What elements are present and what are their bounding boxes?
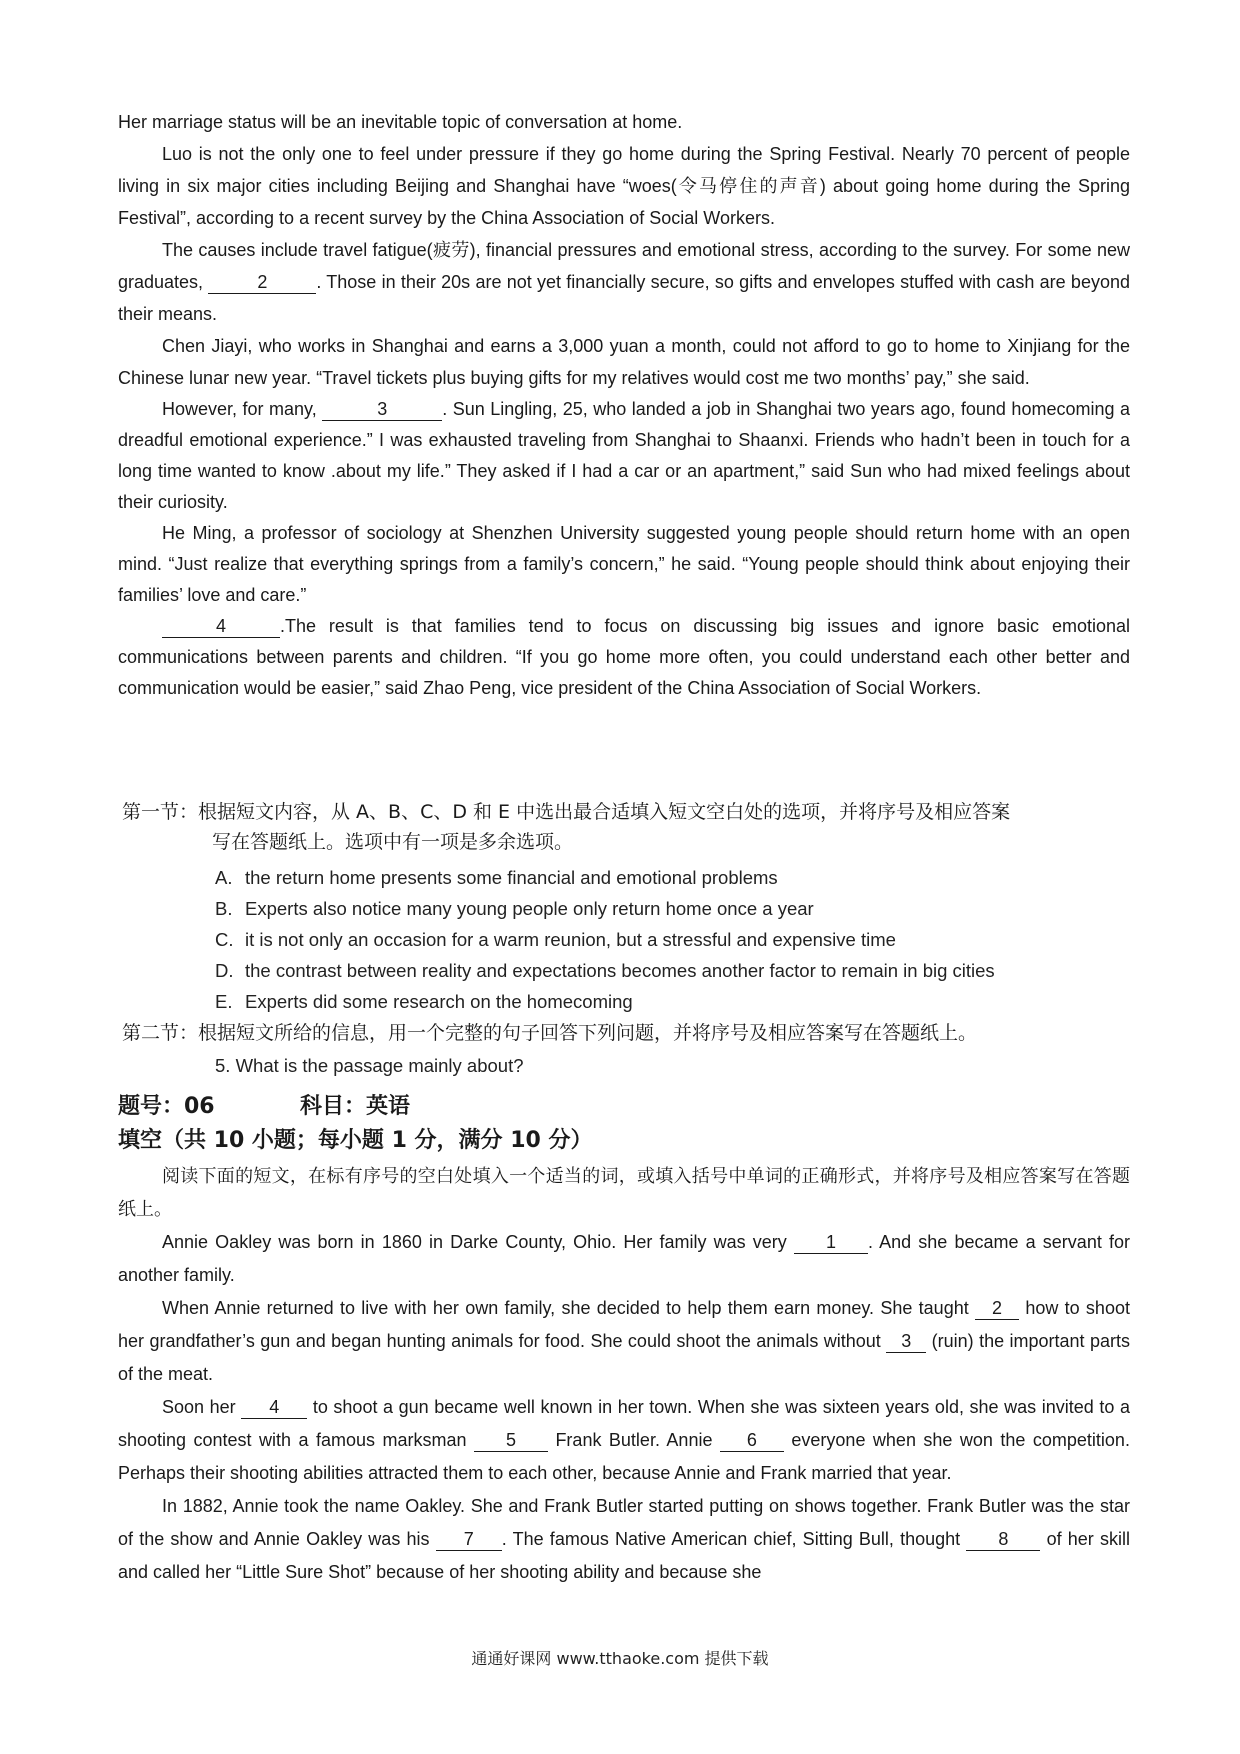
option-letter: B.	[215, 898, 233, 919]
passage-b	[118, 1160, 1130, 1589]
option-letter: C.	[215, 929, 234, 950]
text-run: Annie Oakley was born in 1860 in Darke County, Ohio. Her family was very	[162, 1232, 787, 1252]
text-run: everyone when she won the competition. Perhaps their shooting abilities attracted them to each other, because Annie and Frank married that year.	[118, 1430, 1130, 1483]
text-run: . And she became a servant for another family.	[118, 1232, 1130, 1285]
section-title: 填空（共 10 小题；每小题 1 分，满分 10 分）	[118, 1128, 593, 1153]
option-a	[215, 863, 778, 893]
text-run: . The famous Native American chief, Sitting Bull, thought	[501, 1529, 961, 1549]
paragraph	[118, 1226, 1130, 1292]
cn-instruction: 阅读下面的短文，在标有序号的空白处填入一个适当的词，或填入括号中单词的正确形式，并将序号及相应答案写在答题纸上。	[118, 1166, 1130, 1220]
answer-blank: 4	[162, 615, 280, 638]
text-run: .The result is that families tend to focus on discussing big issues and ignore basic emotional communications between parents and children. “If you go home more often, you could understand each other better and communication would be easier,” said Zhao Peng, vice president of the China Association of Social Workers.	[118, 616, 1130, 698]
option-e	[215, 987, 633, 1017]
answer-blank: 3	[886, 1330, 926, 1353]
paragraph: Luo is not the only one to feel under pressure if they go home during the Spring Festival. Nearly 70 percent of people living in six major cities including Beijing and Shanghai have “woes(令马停住的声音) about going home during the Spring Festival”, according to a recent survey by the China Association of Social Workers.	[118, 144, 1130, 228]
answer-blank: 1	[794, 1231, 868, 1254]
text-run: Frank Butler. Annie	[555, 1430, 713, 1450]
answer-blank: 4	[241, 1396, 307, 1419]
subject-label: 科目：英语	[299, 1094, 410, 1119]
option-letter: D.	[215, 960, 234, 981]
text-run: to shoot a gun became well known in her town. When she was sixteen years old, she was invited to a shooting contest with a famous marksman	[118, 1397, 1130, 1450]
text-run: Soon her	[162, 1397, 236, 1417]
option-letter: A.	[215, 867, 233, 888]
option-letter: E.	[215, 991, 233, 1012]
answer-blank: 6	[720, 1429, 784, 1452]
option-text: Experts also notice many young people only return home once a year	[245, 898, 814, 919]
text-run: . Those in their 20s are not yet financially secure, so gifts and envelopes stuffed with cash are beyond their means.	[118, 272, 1130, 324]
text-run: In 1882, Annie took the name Oakley. She and Frank Butler started putting on shows together. Frank Butler was the star of the show and Annie Oakley was his	[118, 1496, 1130, 1549]
paragraph	[118, 1490, 1130, 1589]
paragraph	[118, 611, 1130, 704]
section2-instruction: 第二节：根据短文所给的信息，用一个完整的句子回答下列问题，并将序号及相应答案写在答题纸上。	[122, 1022, 978, 1044]
passage-a	[118, 106, 1130, 704]
answer-blank: 3	[322, 398, 442, 421]
option-c	[215, 925, 896, 955]
text-run: . Sun Lingling, 25, who landed a job in Shanghai two years ago, found homecoming a dreadful emotional experience.” I was exhausted traveling from Shanghai to Shaanxi. Friends who hadn’t been in touch for a long time wanted to know .about my life.” They asked if I had a car or an apartment,” said Sun who had mixed feelings about their curiosity.	[118, 399, 1130, 512]
answer-blank: 2	[975, 1297, 1019, 1320]
paragraph	[118, 234, 1130, 330]
paragraph: He Ming, a professor of sociology at Shenzhen University suggested young people should return home with an open mind. “Just realize that everything springs from a family’s concern,” he said. “Young people should think about enjoying their families’ love and care.”	[118, 523, 1130, 605]
paragraph: Chen Jiayi, who works in Shanghai and earns a 3,000 yuan a month, could not afford to go to home to Xinjiang for the Chinese lunar new year. “Travel tickets plus buying gifts for my relatives would cost me two months’ pay,” she said.	[118, 336, 1130, 388]
text-run: The causes include travel fatigue(疲劳), financial pressures and emotional stress, according to the survey. For some new graduates,	[118, 240, 1130, 292]
answer-blank: 2	[208, 271, 316, 294]
text-run: However, for many,	[162, 399, 317, 419]
option-text: the return home presents some financial and emotional problems	[245, 867, 778, 888]
text-run: of her skill and called her “Little Sure Shot” because of her shooting ability and because she	[118, 1529, 1130, 1582]
text-run: (ruin) the important parts of the meat.	[118, 1331, 1131, 1384]
paragraph	[118, 1391, 1130, 1490]
question-5: 5. What is the passage mainly about?	[215, 1055, 524, 1076]
page-footer: 通通好课网 www.tthaoke.com 提供下载	[471, 1649, 769, 1668]
option-b	[215, 894, 814, 924]
question-header	[118, 1090, 410, 1124]
instruction-line: 第一节：根据短文内容，从 A、B、C、D 和 E 中选出最合适填入短文空白处的选项，并将序号及相应答案	[122, 801, 1011, 823]
option-text: Experts did some research on the homecoming	[245, 991, 633, 1012]
paragraph	[118, 394, 1130, 518]
section1-instruction	[122, 797, 1132, 857]
answer-blank: 5	[474, 1429, 548, 1452]
text-run: how to shoot her grandfather’s gun and began hunting animals for food. She could shoot the animals without	[118, 1298, 1130, 1351]
instruction-line: 写在答题纸上。选项中有一项是多余选项。	[212, 831, 574, 853]
option-d	[215, 956, 995, 986]
paragraph: Her marriage status will be an inevitable topic of conversation at home.	[118, 112, 683, 132]
text-run: When Annie returned to live with her own family, she decided to help them earn money. She taught	[162, 1298, 969, 1318]
option-text: it is not only an occasion for a warm reunion, but a stressful and expensive time	[245, 929, 896, 950]
answer-blank: 8	[966, 1528, 1040, 1551]
paragraph	[118, 1292, 1130, 1391]
option-text: the contrast between reality and expectations becomes another factor to remain in big cities	[245, 960, 995, 981]
question-number: 题号：06	[118, 1094, 215, 1119]
answer-blank: 7	[436, 1528, 502, 1551]
